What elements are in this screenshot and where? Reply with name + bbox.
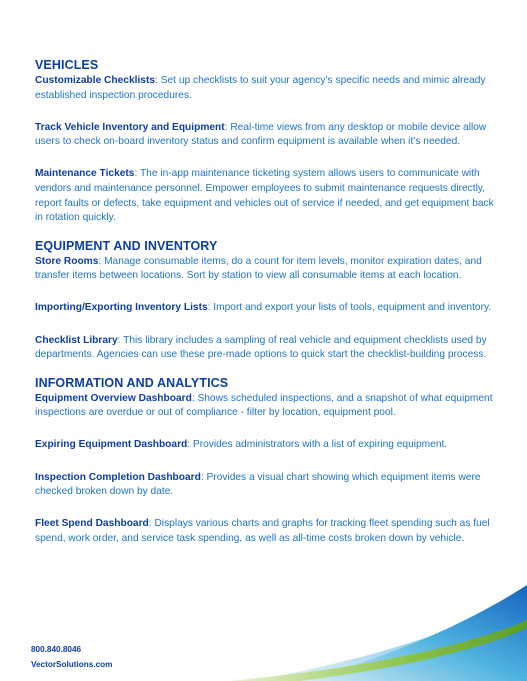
section-information-analytics <box>35 376 495 547</box>
feature-item <box>35 167 495 225</box>
feature-description: : This library includes a sampling of real vehicle and equipment checklists used by departments. Agencies can use these pre-made options to quick start the checklist-building process. <box>35 334 487 361</box>
section-equipment-inventory <box>35 239 495 363</box>
feature-item <box>35 392 495 421</box>
feature-title: Customizable Checklists <box>35 75 156 86</box>
phone-number[interactable]: 800.840.8046 <box>31 645 82 654</box>
footer-contact <box>31 642 112 672</box>
feature-description: : Set up checklists to suit your agency’s specific needs and mimic already established inspection procedures. <box>35 75 486 101</box>
section-heading: VEHICLES <box>35 58 99 72</box>
feature-description: : Provides administrators with a list of expiring equipment. <box>187 439 448 451</box>
section-heading: EQUIPMENT AND INVENTORY <box>35 238 218 253</box>
feature-title: Fleet Spend Dashboard <box>35 518 149 530</box>
feature-item <box>35 74 495 103</box>
feature-title: Track Vehicle Inventory and Equipment <box>35 121 225 133</box>
feature-description: : Provides a visual chart showing which equipment items were checked broken down by date. <box>35 471 481 498</box>
feature-description: : Import and export your lists of tools, equipment and inventory. <box>207 302 492 314</box>
feature-title: Maintenance Tickets <box>35 168 135 180</box>
feature-title: Checklist Library <box>35 334 118 346</box>
feature-item <box>35 517 495 546</box>
section-vehicles <box>35 58 495 226</box>
feature-description: : Manage consumable items, do a count for item levels, monitor expiration dates, and transfer items between locations. Sort by station to view all consumable items at each location. <box>35 255 482 282</box>
section-heading: INFORMATION AND ANALYTICS <box>35 375 229 390</box>
website-link[interactable]: VectorSolutions.com <box>31 660 113 669</box>
document-body <box>35 58 495 559</box>
feature-description: : The in-app maintenance ticketing system allows users to communicate with vendors and maintenance personnel. Empower employees to submit maintenance requests directly, report faults or defects, take equipment and vehicles out of service if needed, and get equipment back in rotation quickly. <box>35 168 494 224</box>
feature-title: Store Rooms <box>35 255 99 267</box>
feature-item <box>35 255 495 284</box>
feature-item <box>35 438 495 453</box>
feature-title: Expiring Equipment Dashboard <box>35 439 188 451</box>
feature-title: Inspection Completion Dashboard <box>35 471 201 483</box>
feature-title: Equipment Overview Dashboard <box>35 392 192 404</box>
feature-description: : Displays various charts and graphs for tracking fleet spending such as fuel spend, work order, and service task spending, as well as all-time costs broken down by vehicle. <box>35 518 490 544</box>
feature-description: : Shows scheduled inspections, and a snapshot of what equipment inspections are overdue or out of compliance - filter by location, equipment pool. <box>35 392 493 419</box>
feature-item <box>35 334 495 363</box>
feature-item <box>35 121 495 150</box>
feature-item <box>35 301 495 316</box>
feature-item <box>35 471 495 500</box>
feature-title: Importing/Exporting Inventory Lists <box>35 302 208 314</box>
feature-description: : Real-time views from any desktop or mobile device allow users to check on-board inventory status and confirm equipment is available when it’s needed. <box>35 121 487 148</box>
